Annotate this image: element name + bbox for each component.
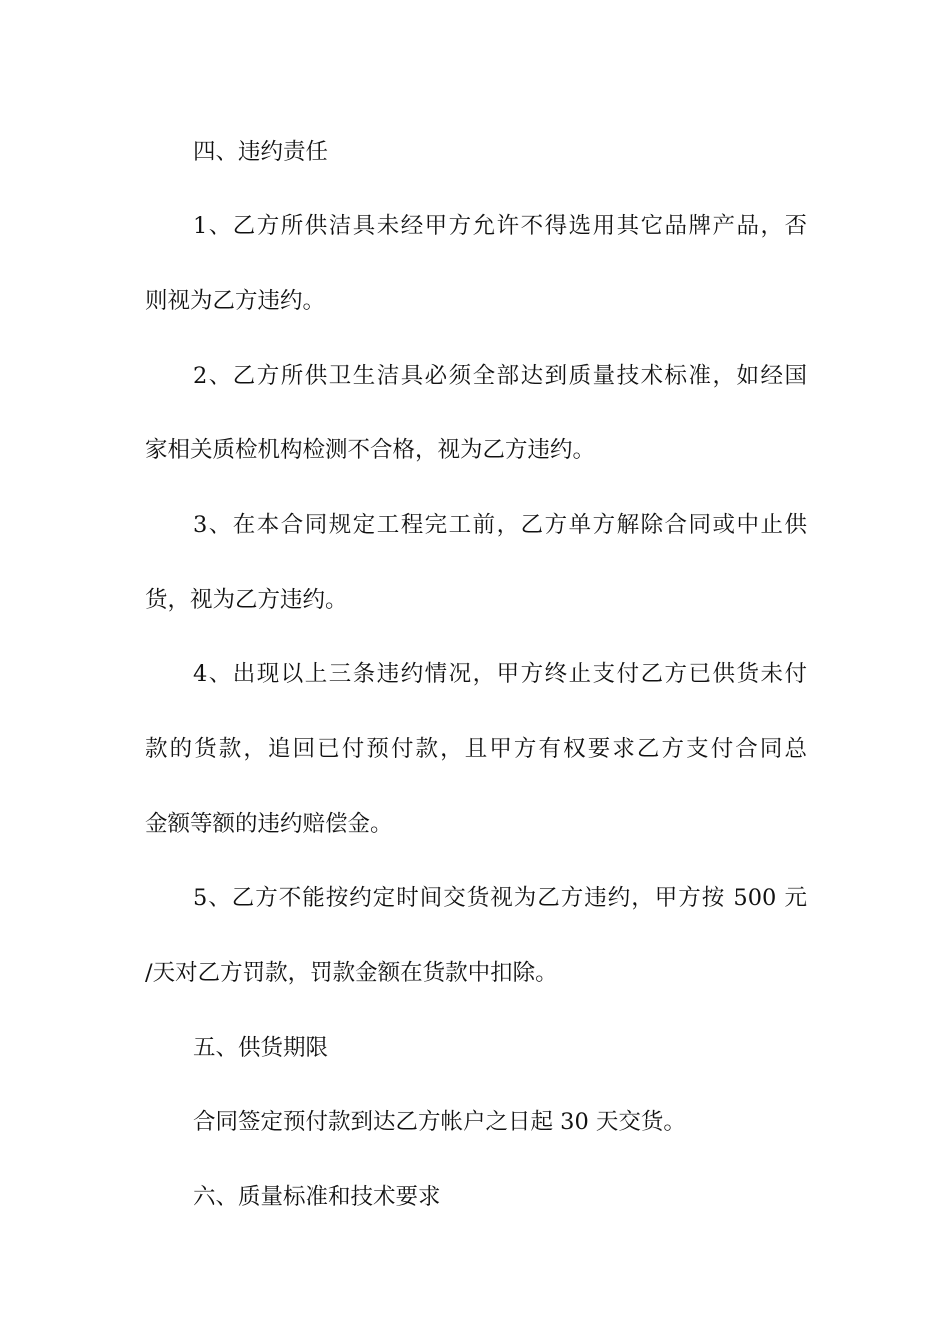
- clause-4-line-2: 款的货款，追回已付预付款，且甲方有权要求乙方支付合同总: [145, 736, 807, 762]
- clause-1-line-2: 则视为乙方违约。: [145, 288, 326, 314]
- section-heading-quality-standards: 六、质量标准和技术要求: [193, 1184, 441, 1210]
- clause-4-line-1: 4、出现以上三条违约情况，甲方终止支付乙方已供货未付: [193, 661, 807, 687]
- section-heading-delivery-period: 五、供货期限: [193, 1035, 329, 1061]
- clause-3-line-2: 货，视为乙方违约。: [145, 587, 348, 613]
- clause-5-line-2: /天对乙方罚款，罚款金额在货款中扣除。: [145, 960, 558, 986]
- clause-1-line-1: 1、乙方所供洁具未经甲方允许不得选用其它品牌产品，否: [193, 213, 807, 239]
- clause-3-line-1: 3、在本合同规定工程完工前，乙方单方解除合同或中止供: [193, 512, 807, 538]
- clause-2-line-2: 家相关质检机构检测不合格，视为乙方违约。: [145, 437, 596, 463]
- clause-4-line-3: 金额等额的违约赔偿金。: [145, 811, 393, 837]
- delivery-period-text: 合同签定预付款到达乙方帐户之日起 30 天交货。: [193, 1109, 686, 1135]
- clause-2-line-1: 2、乙方所供卫生洁具必须全部达到质量技术标准，如经国: [193, 363, 807, 389]
- clause-5-line-1: 5、乙方不能按约定时间交货视为乙方违约，甲方按 500 元: [193, 885, 807, 911]
- section-heading-breach-liability: 四、违约责任: [193, 139, 329, 165]
